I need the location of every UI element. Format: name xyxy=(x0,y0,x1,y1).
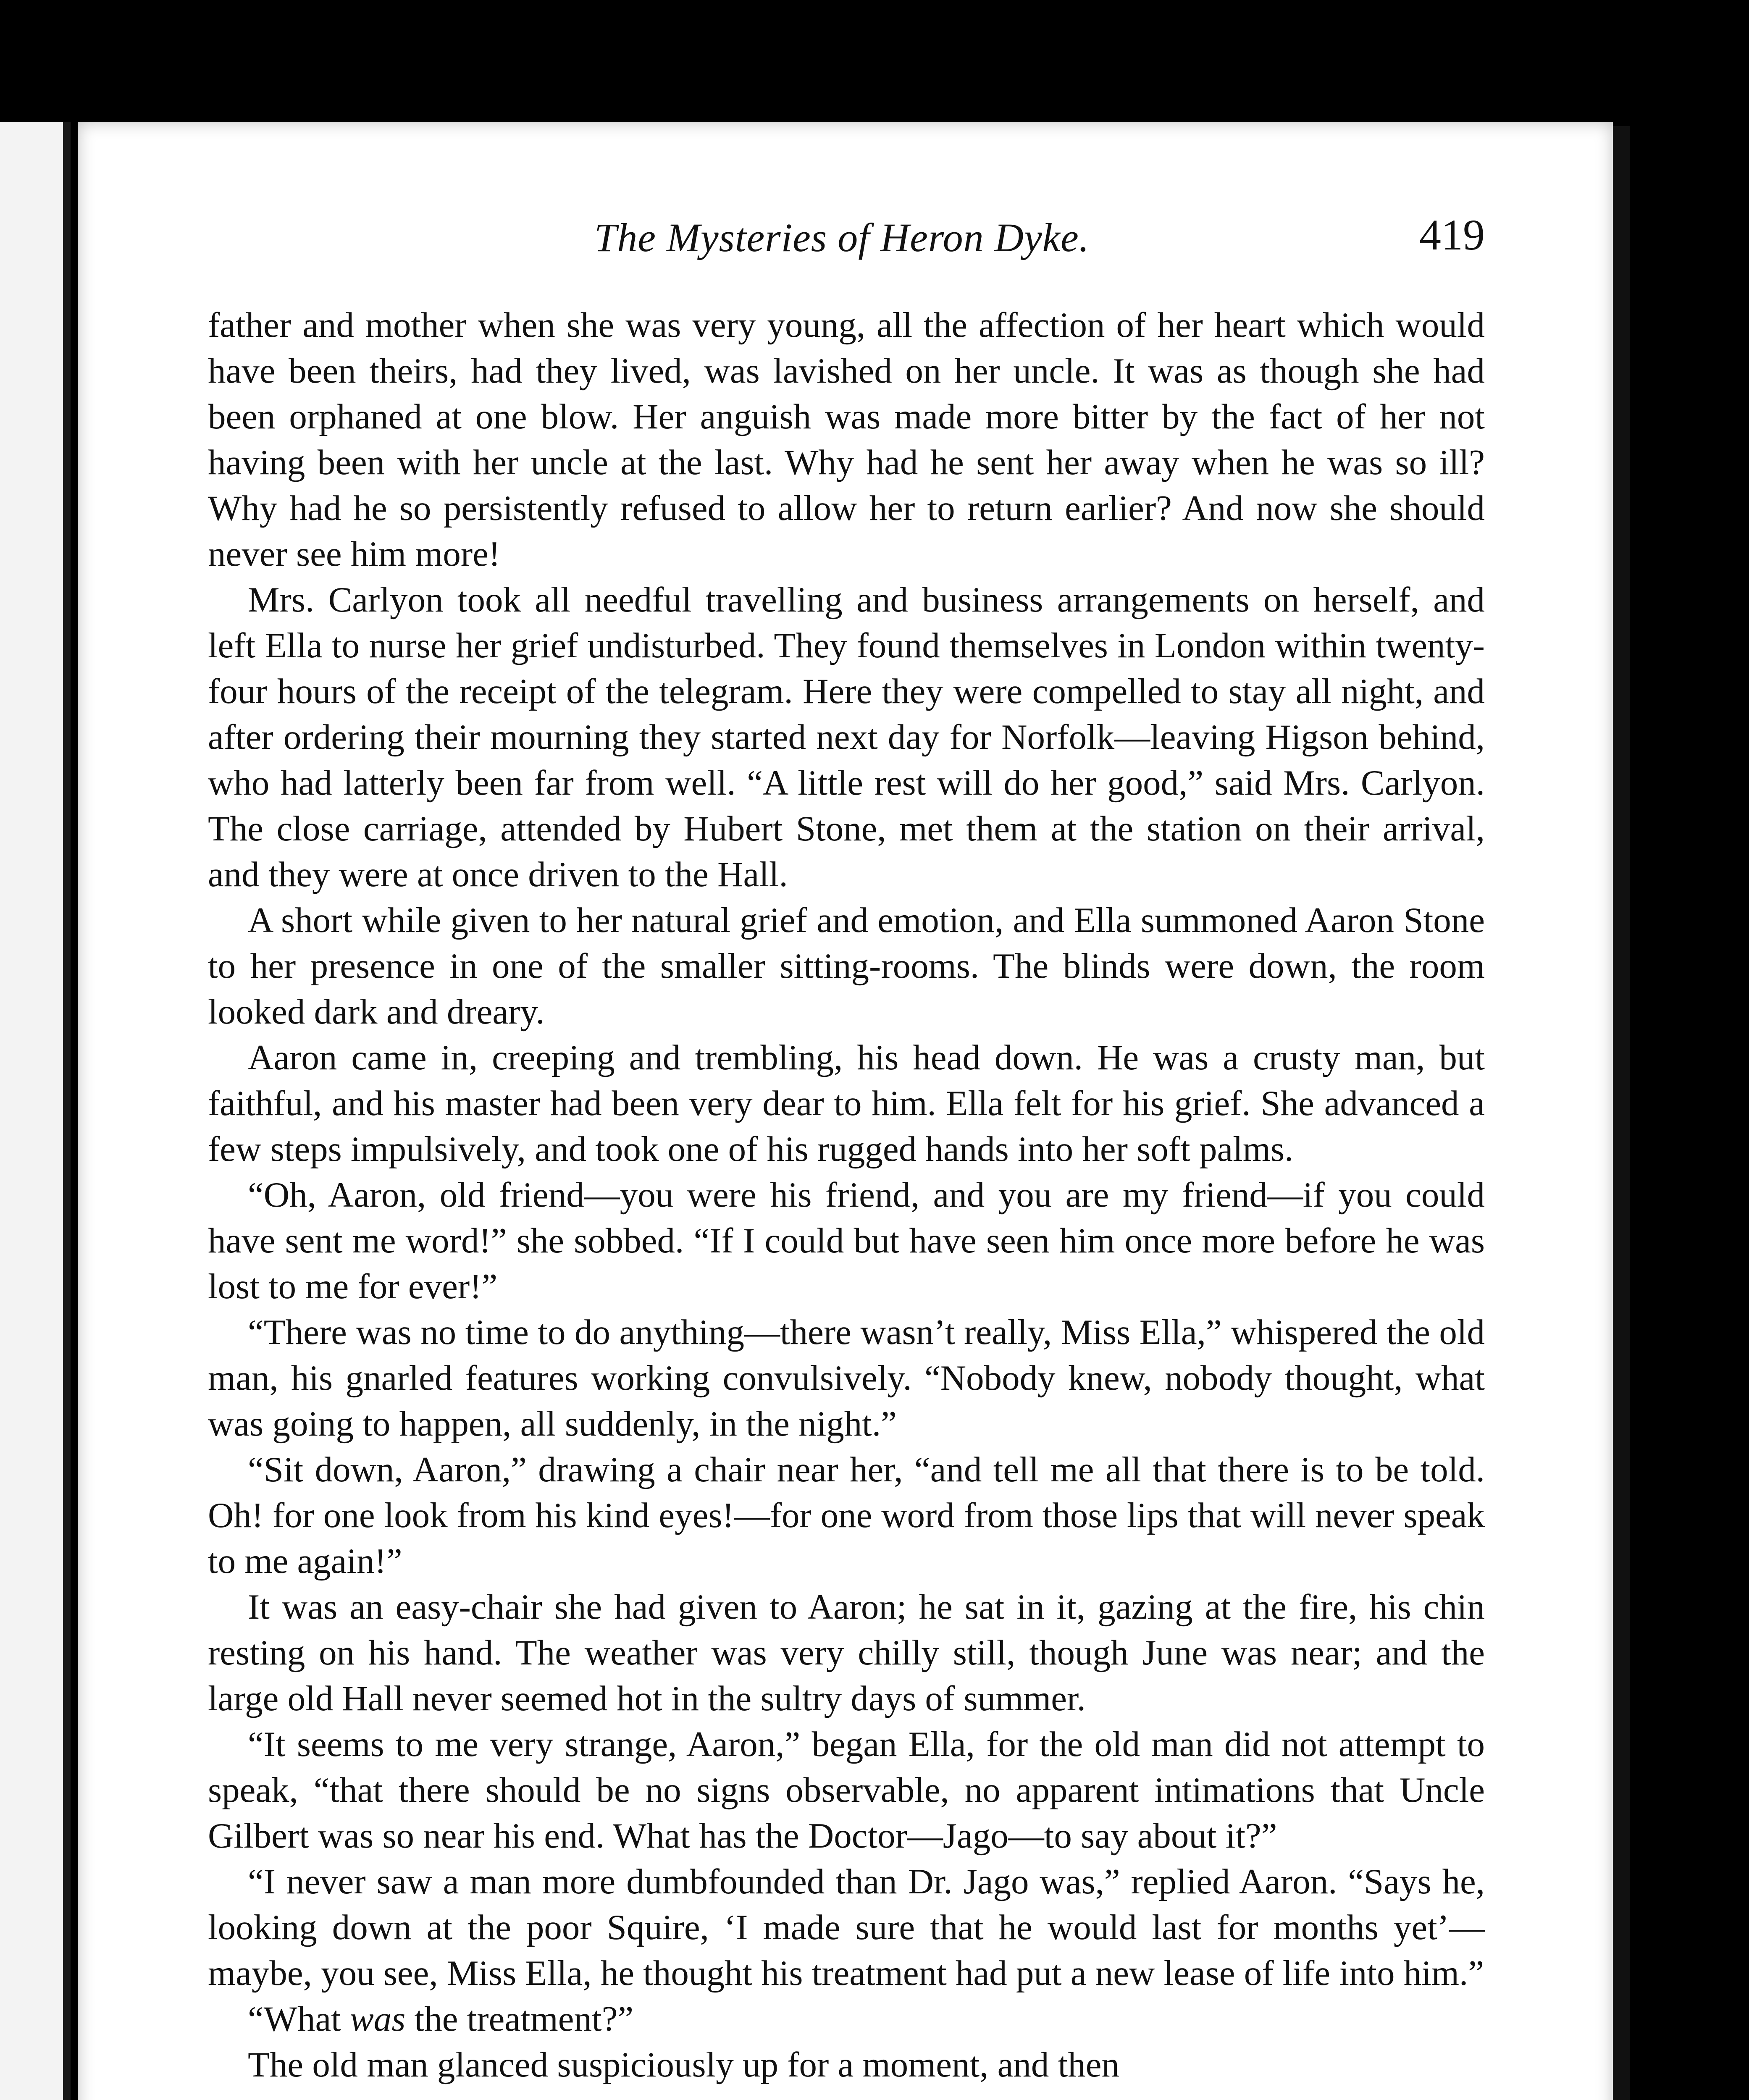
paragraph: A short while given to her natural grief and emotion, and Ella summoned Aaron Stone to her presence in one of the smaller sitting-rooms. The blinds were down, the room looked dark and dreary. xyxy=(208,900,1485,1032)
paragraph: “Sit down, Aaron,” drawing a chair near her, “and tell me all that there is to be told. Oh! for one look from his kind eyes!—for one word from those lips that will never speak to me again!” xyxy=(208,1450,1485,1581)
paragraph: Mrs. Carlyon took all needful travelling and business arrangements on herself, and left Ella to nurse her grief undisturbed. They found themselves in London within twenty-four hours of the receipt of the telegram. Here they were compelled to stay all night, and after ordering their mourning they started next day for Norfolk—leaving Higson behind, who had latterly been far from well. “A little rest will do her good,” said Mrs. Carlyon. The close carriage, attended by Hubert Stone, met them at the station on their arrival, and they were at once driven to the Hall. xyxy=(208,580,1485,894)
emphasized-word: was xyxy=(350,1999,406,2039)
paragraph: “There was no time to do anything—there wasn’t really, Miss Ella,” whispered the old man, his gnarled features working convulsively. “Nobody knew, nobody thought, what was going to happen, all suddenly, in the night.” xyxy=(208,1312,1485,1444)
question-paragraph xyxy=(208,1996,1485,2042)
question-text: the treatment?” xyxy=(405,1999,634,2039)
running-head xyxy=(208,206,1485,269)
paragraph: father and mother when she was very young, all the affection of her heart which would have been theirs, had they lived, was lavished on her uncle. It was as though she had been orphaned at one blow. Her anguish was made more bitter by the fact of her not having been with her uncle at the last. Why had he sent her away when he was so ill? Why had he so persistently refused to allow her to return earlier? And now she should never see him more! xyxy=(208,305,1485,574)
running-title: The Mysteries of Heron Dyke. xyxy=(594,215,1090,260)
paragraph: “I never saw a man more dumbfounded than Dr. Jago was,” replied Aaron. “Says he, looking down at the poor Squire, ‘I made sure that he would last for months yet’—maybe, you see, Miss Ella, he thought his treatment had put a new lease of life into him.” xyxy=(208,1862,1485,1993)
facing-page-edge xyxy=(0,122,71,2100)
paragraph: “Oh, Aaron, old friend—you were his friend, and you are my friend—if you could have sent me word!” she sobbed. “If I could but have seen him once more before he was lost to me for ever!” xyxy=(208,1175,1485,1306)
paragraph: The old man glanced suspiciously up for a moment, and then xyxy=(248,2045,1119,2084)
page-edge-shadow xyxy=(1613,126,1630,2100)
page-number: 419 xyxy=(1419,211,1485,259)
paragraph: It was an easy-chair she had given to Aaron; he sat in it, gazing at the fire, his chin resting on his hand. The weather was very chilly still, though June was near; and the large old Hall never seemed hot in the sultry days of summer. xyxy=(208,1587,1485,1718)
question-text: “What xyxy=(248,1999,350,2039)
body-text xyxy=(208,302,1485,2088)
paragraph: “It seems to me very strange, Aaron,” began Ella, for the old man did not attempt to speak, “that there should be no signs observable, no apparent intimations that Uncle Gilbert was so near his end. What has the Doctor—Jago—to say about it?” xyxy=(208,1725,1485,1856)
paragraph: Aaron came in, creeping and trembling, his head down. He was a crusty man, but faithful, and his master had been very dear to him. Ella felt for his grief. She advanced a few steps impulsively, and took one of his rugged hands into her soft palms. xyxy=(208,1038,1485,1169)
book-page xyxy=(78,122,1613,2100)
